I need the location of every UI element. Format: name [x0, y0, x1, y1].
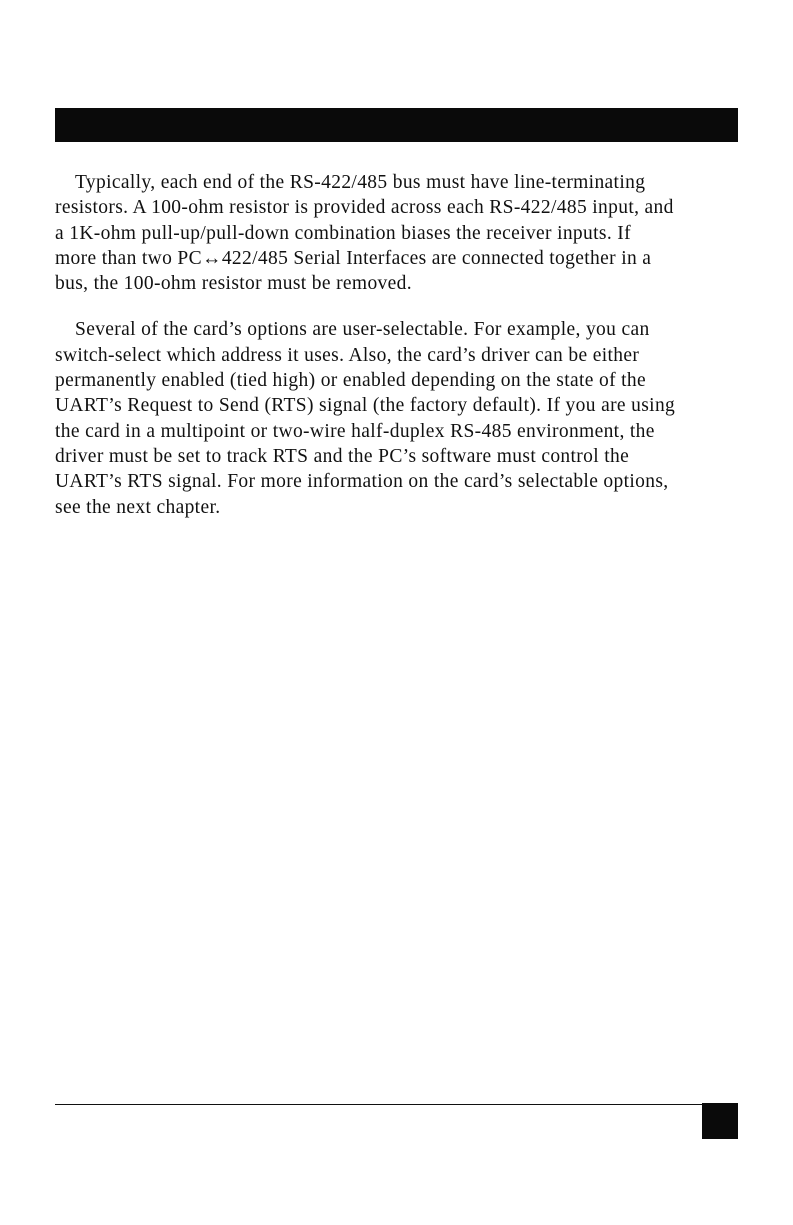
paragraph-options — [55, 317, 745, 519]
paragraph-termination — [55, 170, 745, 296]
text-line: resistors. A 100-ohm resistor is provided across each RS-422/485 input, and — [55, 197, 674, 219]
text-line: bus, the 100-ohm resistor must be removed. — [55, 273, 412, 295]
text-line: permanently enabled (tied high) or enabled depending on the state of the — [55, 370, 647, 392]
footer-rule — [55, 1104, 705, 1105]
text-line: see the next chapter. — [55, 496, 221, 518]
text-line: UART’s Request to Send (RTS) signal (the factory default). If you are using — [55, 395, 676, 417]
text-line: a 1K-ohm pull-up/pull-down combination biases the receiver inputs. If — [55, 222, 631, 244]
page-number-box — [702, 1103, 738, 1139]
text-line: Typically, each end of the RS-422/485 bus must have line-terminating — [75, 172, 646, 193]
body-text — [55, 170, 745, 541]
text-line: the card in a multipoint or two-wire half-duplex RS-485 environment, the — [55, 420, 655, 442]
text-line: Several of the card’s options are user-selectable. For example, you can — [75, 319, 650, 341]
text-line: UART’s RTS signal. For more information on the card’s selectable options, — [55, 471, 669, 493]
text-line: more than two PC↔422/485 Serial Interfaces are connected together in a — [55, 247, 652, 269]
section-header-bar — [55, 108, 738, 142]
text-line: driver must be set to track RTS and the PC’s software must control the — [55, 445, 630, 467]
text-line: switch-select which address it uses. Also, the card’s driver can be either — [55, 344, 640, 366]
